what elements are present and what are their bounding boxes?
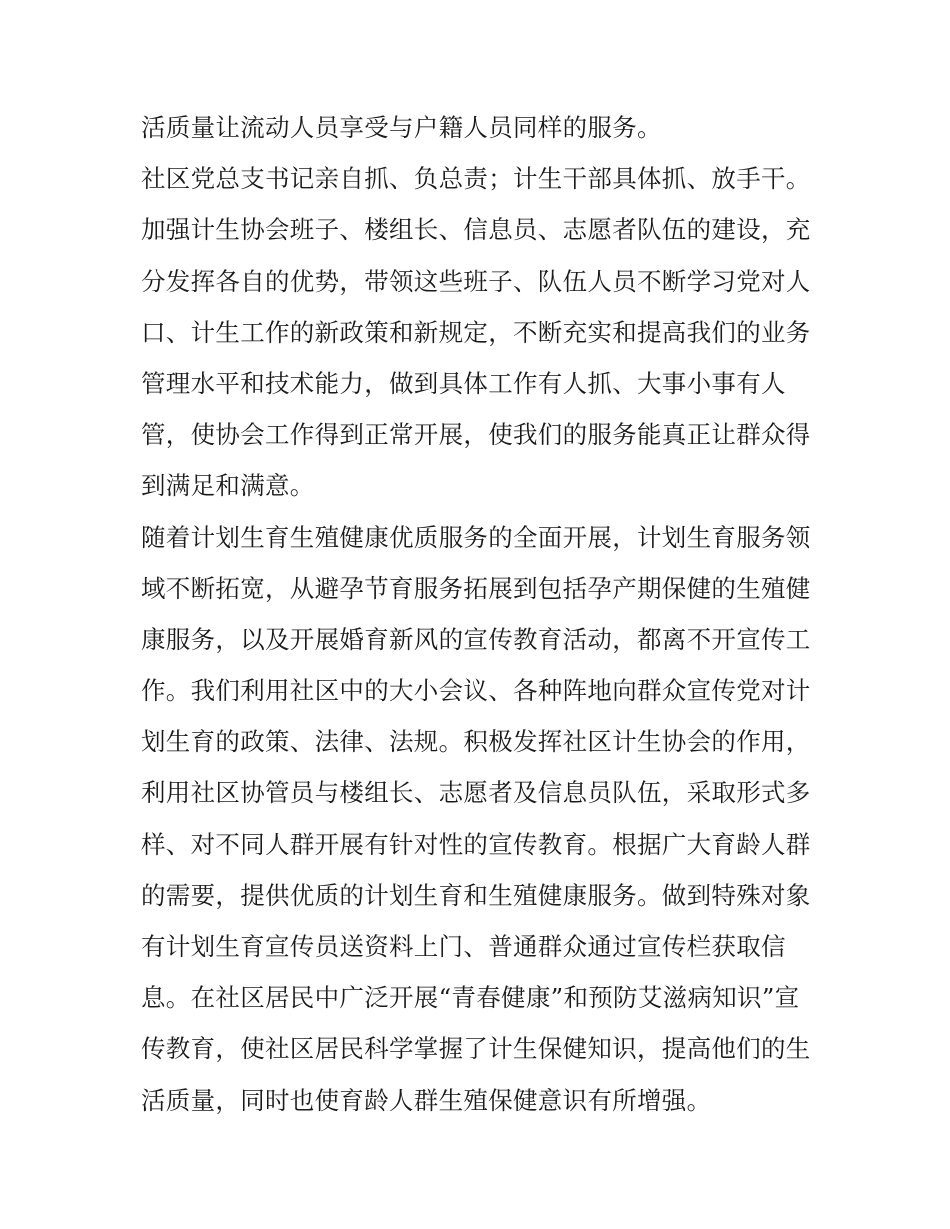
text-line: 到满足和满意。 (141, 471, 315, 501)
text-line: 社区党总支书记亲自抓、负总责；计生干部具体抓、放手干。 (141, 164, 811, 194)
text-line: 康服务，以及开展婚育新风的宣传教育活动，都离不开宣传工 (141, 624, 811, 654)
text-line: 随着计划生育生殖健康优质服务的全面开展，计划生育服务领 (141, 522, 811, 552)
text-line: 样、对不同人群开展有针对性的宣传教育。根据广大育龄人群 (141, 829, 811, 859)
text-line: 口、计生工作的新政策和新规定，不断充实和提高我们的业务 (141, 317, 811, 347)
text-line: 划生育的政策、法律、法规。积极发挥社区计生协会的作用， (141, 727, 811, 757)
text-line: 分发挥各自的优势，带领这些班子、队伍人员不断学习党对人 (141, 266, 811, 296)
text-line: 域不断拓宽，从避孕节育服务拓展到包括孕产期保健的生殖健 (141, 573, 811, 603)
body-text (141, 102, 821, 1126)
text-line: 利用社区协管员与楼组长、志愿者及信息员队伍，采取形式多 (141, 778, 811, 808)
text-line: 活质量，同时也使育龄人群生殖保健意识有所增强。 (141, 1085, 712, 1115)
text-line: 的需要，提供优质的计划生育和生殖健康服务。做到特殊对象 (141, 880, 811, 910)
text-line: 作。我们利用社区中的大小会议、各种阵地向群众宣传党对计 (141, 676, 811, 706)
text-line: 活质量让流动人员享受与户籍人员同样的服务。 (141, 113, 662, 142)
text-line: 息。在社区居民中广泛开展“青春健康”和预防艾滋病知识”宣 (141, 983, 800, 1013)
text-line: 传教育，使社区居民科学掌握了计生保健知识，提高他们的生 (141, 1034, 811, 1064)
text-line: 管理水平和技术能力，做到具体工作有人抓、大事小事有人 (141, 368, 786, 398)
text-line: 加强计生协会班子、楼组长、信息员、志愿者队伍的建设，充 (141, 215, 811, 245)
text-line: 有计划生育宣传员送资料上门、普通群众通过宣传栏获取信 (141, 932, 786, 961)
text-line: 管，使协会工作得到正常开展，使我们的服务能真正让群众得 (141, 420, 811, 450)
